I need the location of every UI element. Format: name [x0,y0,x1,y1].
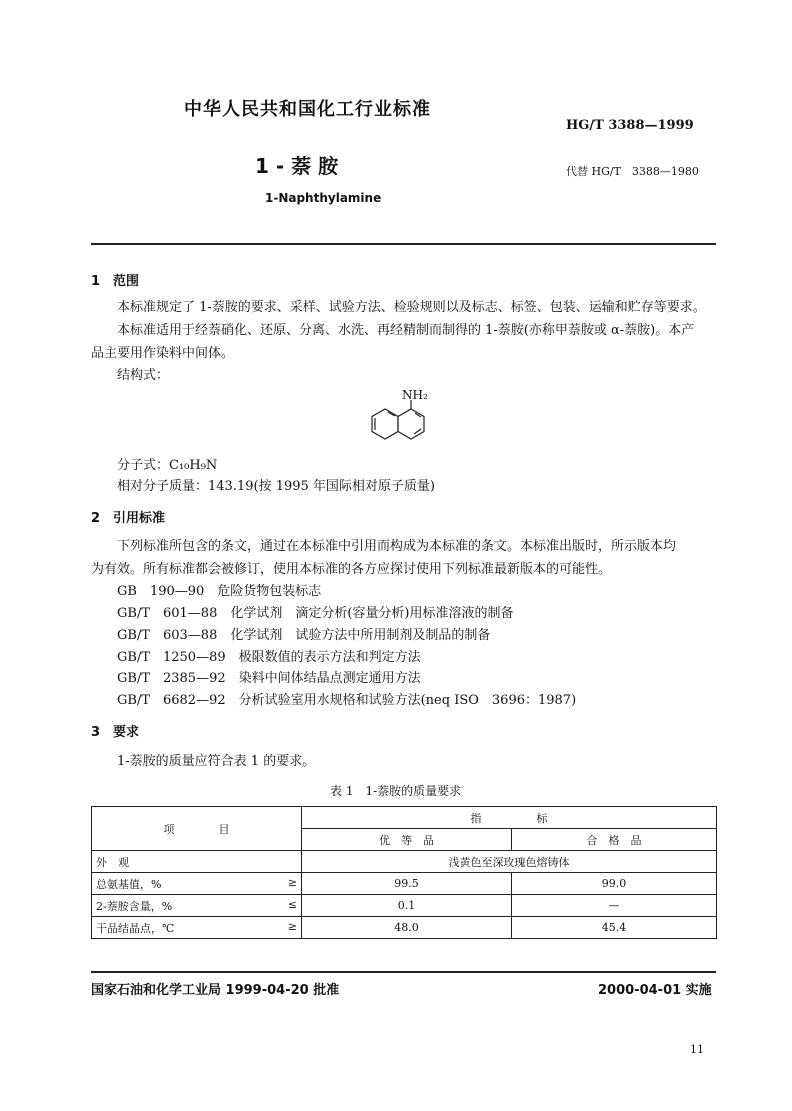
comparison-symbol: ≤ [287,897,297,911]
english-title: 1-Naphthylamine [265,191,382,205]
row-superior-value: 99.5 [302,873,512,895]
implementation-info: 2000-04-01 实施 [598,983,712,998]
molecular-formula: 分子式：C₁₀H₉N [117,458,218,473]
standard-number: HG/T 3388—1999 [566,118,694,133]
naphthalene-structure [360,398,440,454]
reference-item: GB 190—90 危险货物包装标志 [117,584,322,599]
table-row [92,851,717,873]
section-1-heading: 1 范围 [91,274,140,289]
header-index: 指 标 [302,807,717,829]
row-item: 外 观 [92,851,302,873]
footer-rule [91,971,716,973]
row-superior-value: 0.1 [302,895,512,917]
section-3-heading: 3 要求 [91,725,140,740]
comparison-symbol: ≥ [287,919,297,933]
approval-info: 国家石油和化学工业局 1999-04-20 批准 [91,983,340,998]
table-caption: 表 1 1-萘胺的质量要求 [330,784,462,798]
section-1-paragraph-1: 本标准规定了 1-萘胺的要求、采样、试验方法、检验规则以及标志、标签、包装、运输和贮存等要求。 [117,300,706,315]
document-title: 1 - 萘 胺 [255,154,339,178]
reference-item: GB/T 601—88 化学试剂 滴定分析(容量分析)用标准溶液的制备 [117,606,514,621]
org-title: 中华人民共和国化工行业标准 [184,99,431,120]
page-number: 11 [690,1043,704,1056]
row-item [92,873,302,895]
comparison-symbol: ≥ [287,875,297,889]
row-item-label: 干品结晶点，℃ [96,921,175,935]
section-3-paragraph: 1-萘胺的质量应符合表 1 的要求。 [117,754,316,769]
header-superior: 优 等 品 [302,829,512,851]
table-row [92,895,717,917]
table-row [92,873,717,895]
row-item [92,895,302,917]
section-2-paragraph-a: 下列标准所包含的条文，通过在本标准中引用而构成为本标准的条文。本标准出版时，所示版本均 [117,539,677,554]
replaces-standard: 代替 HG/T 3388—1980 [566,165,699,178]
structure-label: 结构式： [117,368,170,383]
table-row [92,917,717,939]
reference-item: GB/T 2385—92 染料中间体结晶点测定通用方法 [117,671,421,686]
row-qualified-value: — [512,895,717,917]
reference-item: GB/T 6682—92 分析试验室用水规格和试验方法(neq ISO 3696：1987) [117,693,577,708]
row-item [92,917,302,939]
reference-item: GB/T 603—88 化学试剂 试验方法中所用制剂及制品的制备 [117,628,491,643]
section-2-heading: 2 引用标准 [91,511,166,526]
row-qualified-value: 99.0 [512,873,717,895]
reference-item: GB/T 1250—89 极限数值的表示方法和判定方法 [117,650,421,665]
section-1-paragraph-2b: 品主要用作染料中间体。 [91,346,235,361]
header-rule [91,243,716,245]
section-2-paragraph-b: 为有效。所有标准都会被修订，使用本标准的各方应探讨使用下列标准最新版本的可能性。 [91,562,612,577]
table-header-row [92,807,717,829]
header-qualified: 合 格 品 [512,829,717,851]
molecular-mass: 相对分子质量：143.19(按 1995 年国际相对原子质量) [117,479,435,494]
header-item: 项 目 [92,807,302,851]
row-item-label: 2-萘胺含量，% [96,899,173,913]
row-appearance-value: 浅黄色至深玫瑰色熔铸体 [302,851,717,873]
row-superior-value: 48.0 [302,917,512,939]
row-item-label: 总氨基值，% [96,877,162,891]
quality-table [91,806,717,939]
section-1-paragraph-2a: 本标准适用于经萘硝化、还原、分离、水洗、再经精制而制得的 1-萘胺(亦称甲萘胺或 α-萘胺)。本产 [117,323,695,338]
nh2-label: NH₂ [402,388,428,402]
row-qualified-value: 45.4 [512,917,717,939]
